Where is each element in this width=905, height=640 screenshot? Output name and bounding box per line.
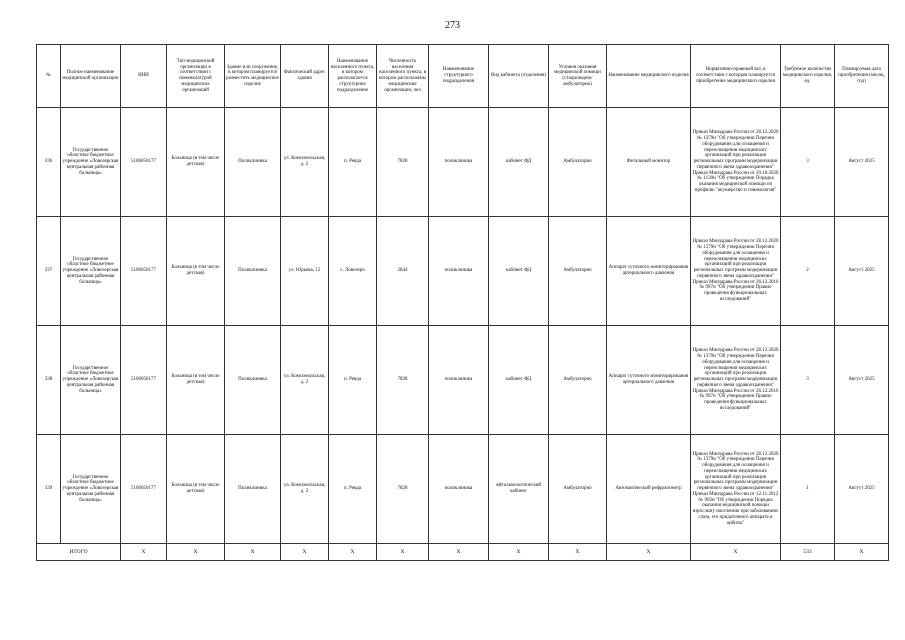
header-cell: Вид кабинета (отделения): [489, 45, 549, 108]
table-header-row: [37, 45, 889, 108]
building: Поликлиника: [225, 435, 281, 544]
header-cell: Наименование медицинского изделия: [607, 45, 691, 108]
device-name: Аппарат суточного мониторирования артериального давления: [607, 326, 691, 435]
quantity: 3: [781, 326, 835, 435]
address: ул. Юрьева, 12: [281, 217, 329, 326]
device-name: Аппарат суточного мониторирования артериального давления: [607, 217, 691, 326]
care-conditions: Амбулаторно: [549, 326, 607, 435]
address: ул. Комсомольская, д. 2: [281, 435, 329, 544]
org-type: Больница (в том числе детская): [167, 217, 225, 326]
org-type: Больница (в том числе детская): [167, 435, 225, 544]
total-x: X: [329, 544, 377, 561]
org-name: Государственное областное бюджетное учреждение «Ловозерская центральная районная больница»: [61, 326, 121, 435]
total-x: X: [489, 544, 549, 561]
purchase-date: Август 2025: [835, 217, 889, 326]
purchase-date: Август 2025: [835, 108, 889, 217]
legal-basis: Приказ Минздрава России от 28.12.2020 № 1379н "Об утверждении Перечня оборудования для оснащения и переоснащения медицинских организаций при реализации региональных программ модернизации первичного звена здравоохранения" Приказ Минздрава России от 12.11.2012 № 902н "Об утверждении Порядка оказания медицинской помощи взрослому населению при заболеваниях глаза, его придаточного аппарата и орбиты": [691, 435, 781, 544]
total-label: ИТОГО: [37, 544, 121, 561]
quantity: 1: [781, 435, 835, 544]
inn: 5106050177: [121, 217, 167, 326]
total-x: X: [835, 544, 889, 561]
header-cell: Наименование населенного пункта, в котором располагается структурное подразделение: [329, 45, 377, 108]
locality: с. Ловозеро: [329, 217, 377, 326]
org-type: Больница (в том числе детская): [167, 108, 225, 217]
locality: п. Ревда: [329, 435, 377, 544]
inn: 5106050177: [121, 326, 167, 435]
population: 7828: [377, 326, 429, 435]
legal-basis: Приказ Минздрава России от 28.12.2020 № 1379н "Об утверждении Перечня оборудования для оснащения и переоснащения медицинских организаций при реализации региональных программ модернизации первичного звена здравоохранения" Приказ Минздрава России от 20.10.2020 № 1130н "Об утверждении Порядка оказания медицинской помощи по профилю "акушерство и гинекология": [691, 108, 781, 217]
equipment-table: [36, 44, 889, 561]
total-quantity: 533: [781, 544, 835, 561]
population: 7828: [377, 108, 429, 217]
header-cell: Численность населения населенного пункта, в котором расположены медицинские организации, чел: [377, 45, 429, 108]
org-name: Государственное областное бюджетное учреждение «Ловозерская центральная районная больница»: [61, 217, 121, 326]
total-x: X: [121, 544, 167, 561]
header-cell: Планируемая дата приобретения (месяц, год): [835, 45, 889, 108]
building: Поликлиника: [225, 326, 281, 435]
total-x: X: [167, 544, 225, 561]
row-number: 337: [37, 217, 61, 326]
org-name: Государственное областное бюджетное учреждение «Ловозерская центральная районная больница»: [61, 108, 121, 217]
population: 2844: [377, 217, 429, 326]
table-row: [37, 326, 889, 435]
address: ул. Комсомольская, д. 2: [281, 108, 329, 217]
header-cell: Условия оказания медицинской помощи (стационарно/амбулаторно): [549, 45, 607, 108]
total-x: X: [377, 544, 429, 561]
total-x: X: [607, 544, 691, 561]
building: Поликлиника: [225, 108, 281, 217]
purchase-date: Август 2025: [835, 326, 889, 435]
org-name: Государственное областное бюджетное учреждение «Ловозерская центральная районная больница»: [61, 435, 121, 544]
header-cell: Полное наименование медицинской организации: [61, 45, 121, 108]
room-type: кабинет ФД: [489, 217, 549, 326]
legal-basis: Приказ Минздрава России от 28.12.2020 № 1379н "Об утверждении Перечня оборудования для оснащения и переоснащения медицинских организаций при реализации региональных программ модернизации первичного звена здравоохранения" Приказ Минздрава России от 26.12.2016 № 997н "Об утверждении Правил проведения функциональных исследований": [691, 217, 781, 326]
page-number: 273: [445, 20, 460, 31]
care-conditions: Амбулаторно: [549, 108, 607, 217]
division: поликлиника: [429, 217, 489, 326]
room-type: офтальмологический кабинет: [489, 435, 549, 544]
total-x: X: [549, 544, 607, 561]
quantity: 3: [781, 108, 835, 217]
table-row: [37, 435, 889, 544]
header-cell: Фактический адрес здания: [281, 45, 329, 108]
device-name: Фетальный монитор: [607, 108, 691, 217]
row-number: 336: [37, 108, 61, 217]
total-x: X: [225, 544, 281, 561]
division: поликлиника: [429, 108, 489, 217]
table-row: [37, 217, 889, 326]
header-cell: Наименование структурного подразделения: [429, 45, 489, 108]
locality: п. Ревда: [329, 108, 377, 217]
care-conditions: Амбулаторно: [549, 435, 607, 544]
org-type: Больница (в том числе детская): [167, 326, 225, 435]
division: поликлиника: [429, 435, 489, 544]
header-cell: №: [37, 45, 61, 108]
header-cell: Требуемое количество медицинского изделия, ед.: [781, 45, 835, 108]
total-x: X: [281, 544, 329, 561]
room-type: кабинет ФД: [489, 108, 549, 217]
care-conditions: Амбулаторно: [549, 217, 607, 326]
division: поликлиника: [429, 326, 489, 435]
header-cell: Тип медицинской организации в соответствии с номенклатурой медицинских организаций: [167, 45, 225, 108]
device-name: Автоматический рефрактометр: [607, 435, 691, 544]
inn: 5106050177: [121, 435, 167, 544]
total-x: X: [691, 544, 781, 561]
population: 7828: [377, 435, 429, 544]
table-row: [37, 108, 889, 217]
room-type: кабинет ФД: [489, 326, 549, 435]
building: Поликлиника: [225, 217, 281, 326]
total-row: [37, 544, 889, 561]
row-number: 338: [37, 326, 61, 435]
purchase-date: Август 2025: [835, 435, 889, 544]
address: ул. Комсомольская, д. 2: [281, 326, 329, 435]
row-number: 339: [37, 435, 61, 544]
quantity: 2: [781, 217, 835, 326]
inn: 5106050177: [121, 108, 167, 217]
locality: п. Ревда: [329, 326, 377, 435]
header-cell: ИНН: [121, 45, 167, 108]
legal-basis: Приказ Минздрава России от 28.12.2020 № 1379н "Об утверждении Перечня оборудования для оснащения и переоснащения медицинских организаций при реализации региональных программ модернизации первичного звена здравоохранения" Приказ Минздрава России от 26.12.2016 № 997н "Об утверждении Правил проведения функциональных исследований": [691, 326, 781, 435]
header-cell: Нормативно-правовой акт, в соответствии с которым планируется приобретение медицинского изделия: [691, 45, 781, 108]
total-x: X: [429, 544, 489, 561]
header-cell: Здание или сооружение, в котором планируется разместить медицинское изделие: [225, 45, 281, 108]
